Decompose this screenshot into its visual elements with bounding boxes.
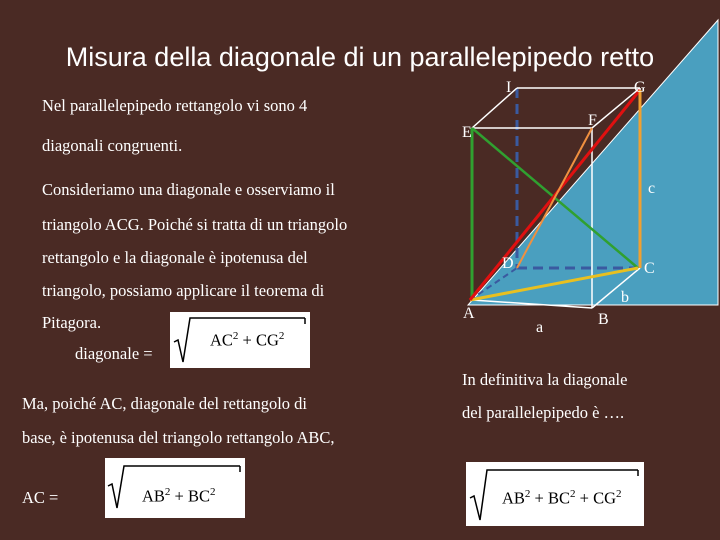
explanation-line-1: Consideriamo una diagonale e osserviamo il — [42, 180, 335, 199]
conclusion-line-2: del parallelepipedo è …. — [462, 403, 625, 422]
radical-sign-2 — [108, 466, 240, 508]
vertex-label-c: C — [644, 260, 655, 277]
formula-1-label: diagonale = — [75, 344, 153, 363]
formula-1-expression: $AC^2 + CG^2$ — [210, 330, 285, 350]
explanation-line-3: rettangolo e la diagonale è ipotenusa del — [42, 248, 308, 267]
page-title: Misura della diagonale di un parallelepipedo retto — [65, 42, 655, 72]
intro-line-1: Nel parallelepipedo rettangolo vi sono 4 — [42, 96, 308, 115]
vertex-label-c-lower: c — [648, 180, 656, 197]
vertex-label-b: B — [598, 311, 609, 328]
radical-sign-1 — [174, 318, 305, 362]
base-line-1: Ma, poiché AC, diagonale del rettangolo di — [22, 394, 308, 413]
formula-2-expression: $AB^2 + BC^2$ — [142, 486, 216, 506]
vertex-label-b-lower: b — [621, 289, 629, 306]
base-line-2: base, è ipotenusa del triangolo rettangolo ABC, — [22, 428, 335, 447]
vertex-label-e: E — [462, 124, 472, 141]
intro-line-2: diagonali congruenti. — [42, 136, 183, 155]
explanation-line-2: triangolo ACG. Poiché si tratta di un triangolo — [42, 215, 348, 234]
conclusion-line-1: In definitiva la diagonale — [462, 370, 628, 389]
vertex-label-i: I — [506, 79, 512, 96]
radical-sign-3 — [470, 470, 638, 520]
explanation-line-5: Pitagora. — [42, 313, 102, 332]
formula-3-expression: $AB^2 + BC^2 + CG^2$ — [502, 488, 622, 508]
vertex-label-a-lower: a — [536, 319, 544, 336]
explanation-line-4: triangolo, possiamo applicare il teorema di — [42, 281, 325, 300]
vertex-label-f: F — [588, 112, 597, 129]
vertex-label-a: A — [463, 305, 475, 322]
formula-2-label: AC = — [22, 488, 59, 507]
vertex-label-d: D — [502, 255, 514, 272]
vertex-label-g: G — [634, 79, 646, 96]
